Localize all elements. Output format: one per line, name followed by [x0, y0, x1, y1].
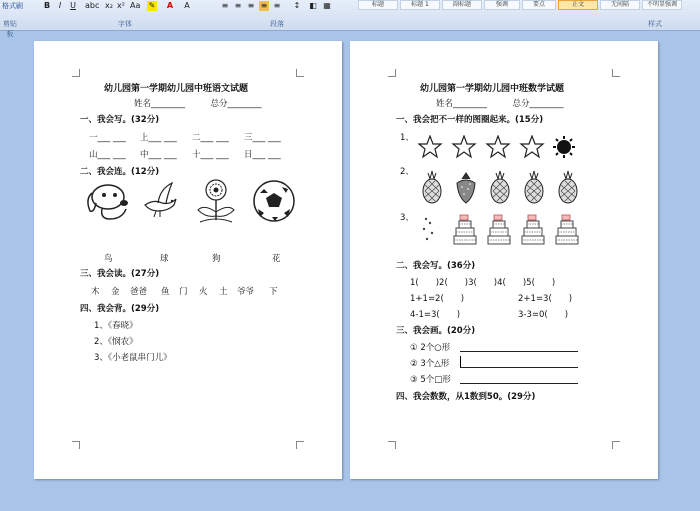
- writing-cell: 三___ ___: [244, 133, 281, 143]
- draw-underline: [460, 383, 578, 384]
- match-word: 狗: [212, 254, 221, 264]
- draw-item: ① 2个○形: [410, 343, 451, 353]
- page-title: 幼儿园第一学期幼儿园中班数学试题: [420, 84, 565, 94]
- crop-mark: [296, 69, 304, 77]
- draw-underline: [460, 367, 578, 368]
- writing-cell: 山___ ___: [89, 150, 126, 160]
- line-spacing-icon[interactable]: ↕: [293, 1, 301, 10]
- bold-button[interactable]: B: [43, 1, 51, 10]
- change-case-button[interactable]: Aa: [130, 1, 141, 10]
- match-word: 花: [272, 254, 281, 264]
- writing-cell: 中___ ___: [140, 150, 177, 160]
- crop-mark: [612, 441, 620, 449]
- italic-button[interactable]: I: [58, 1, 62, 10]
- section-heading: 二、我会连。(12分): [80, 167, 160, 177]
- row-number: 3、: [400, 213, 414, 223]
- read-word: 鱼: [161, 287, 170, 297]
- cakes-row: [418, 213, 598, 247]
- equation: 4-1=3( ): [410, 310, 461, 320]
- ribbon: [0, 0, 700, 38]
- section-heading: 三、我会画。(20分): [396, 326, 476, 336]
- read-word: 金: [111, 287, 120, 297]
- writing-cell: 日___ ___: [244, 150, 281, 160]
- writing-cell: 一___ ___: [89, 133, 126, 143]
- poem-item: 1、《春晓》: [94, 321, 138, 331]
- justify-icon[interactable]: ≡: [260, 1, 268, 10]
- draw-item: ③ 5个□形: [410, 375, 451, 385]
- align-left-icon[interactable]: ≡: [221, 1, 229, 10]
- paragraph-group-label: 段落: [270, 20, 284, 28]
- name-score-line: 姓名________ 总分________: [134, 99, 262, 109]
- draw-item: ② 3个△形: [410, 359, 450, 369]
- style-title[interactable]: 标题: [358, 0, 398, 10]
- match-word: 鸟: [104, 254, 113, 264]
- format-painter-button[interactable]: 格式刷: [2, 2, 23, 10]
- number-sequence: 1( )2( )3( )4( )5( ): [410, 278, 556, 288]
- clipboard-group-label: 剪贴板: [3, 20, 17, 38]
- poem-item: 2、《悯农》: [94, 337, 138, 347]
- equation: 1+1=2( ): [410, 294, 465, 304]
- writing-cell: 十___ ___: [192, 150, 229, 160]
- writing-cell: 上___ ___: [140, 133, 177, 143]
- section-heading: 一、我会写。(32分): [80, 115, 160, 125]
- align-right-icon[interactable]: ≡: [247, 1, 255, 10]
- section-heading: 四、我会数数，从1数到50。(29分): [396, 392, 536, 402]
- read-word: 土: [219, 287, 228, 297]
- flower-picture: [194, 178, 238, 224]
- strikethrough-button[interactable]: abc: [85, 1, 100, 10]
- name-score-line: 姓名________ 总分________: [436, 99, 564, 109]
- sun-icon: [553, 136, 575, 158]
- style-normal[interactable]: 正文: [558, 0, 598, 10]
- row-number: 2、: [400, 167, 414, 177]
- document-page-chinese[interactable]: [34, 41, 342, 479]
- superscript-button[interactable]: x²: [117, 1, 125, 10]
- text-cursor: [460, 356, 461, 367]
- writing-cell: 二___ ___: [192, 133, 229, 143]
- equation: 3-3=0( ): [518, 310, 569, 320]
- style-emphasis[interactable]: 强调: [484, 0, 520, 10]
- section-heading: 四、我会背。(29分): [80, 304, 160, 314]
- crop-mark: [72, 441, 80, 449]
- crop-mark: [388, 69, 396, 77]
- page-title: 幼儿园第一学期幼儿园中班语文试题: [104, 84, 249, 94]
- read-word: 木: [91, 287, 100, 297]
- section-heading: 三、我会读。(27分): [80, 269, 160, 279]
- crop-mark: [388, 441, 396, 449]
- section-heading: 一、我会把不一样的图圈起来。(15分): [396, 115, 544, 125]
- style-subtle-emphasis[interactable]: 不明显强调: [642, 0, 682, 10]
- document-page-math[interactable]: [350, 41, 658, 479]
- underline-button[interactable]: U: [70, 1, 76, 10]
- shading-icon[interactable]: ◧: [309, 1, 317, 10]
- crop-mark: [72, 69, 80, 77]
- read-word: 爸爸: [130, 287, 148, 297]
- fruit-row: [420, 169, 600, 205]
- distribute-icon[interactable]: ≡: [273, 1, 281, 10]
- style-subtitle[interactable]: 副标题: [442, 0, 482, 10]
- read-word: 门: [179, 287, 188, 297]
- style-strong[interactable]: 要点: [522, 0, 556, 10]
- match-word: 球: [160, 254, 169, 264]
- crop-mark: [612, 69, 620, 77]
- poem-item: 3、《小老鼠串门儿》: [94, 353, 172, 363]
- borders-icon[interactable]: ▦: [323, 1, 331, 10]
- style-no-spacing[interactable]: 无间隔: [600, 0, 640, 10]
- highlight-icon[interactable]: ✎: [148, 1, 156, 10]
- equation: 2+1=3( ): [518, 294, 573, 304]
- draw-underline: [460, 351, 578, 352]
- align-center-icon[interactable]: ≡: [234, 1, 242, 10]
- stars-row: [418, 135, 598, 159]
- read-word: 爷爷: [237, 287, 255, 297]
- font-color-icon[interactable]: A: [166, 1, 174, 10]
- char-shading-icon[interactable]: A: [184, 1, 190, 10]
- section-heading: 二、我会写。(36分): [396, 261, 476, 271]
- dog-picture: [82, 179, 134, 223]
- bird-picture: [140, 181, 180, 219]
- ball-picture: [252, 179, 296, 223]
- read-word: 下: [269, 287, 278, 297]
- style-heading1[interactable]: 标题 1: [400, 0, 440, 10]
- crop-mark: [296, 441, 304, 449]
- styles-group-label: 样式: [648, 20, 662, 28]
- subscript-button[interactable]: x₂: [105, 1, 113, 10]
- row-number: 1、: [400, 133, 414, 143]
- read-word: 火: [199, 287, 208, 297]
- font-group-label: 字体: [118, 20, 132, 28]
